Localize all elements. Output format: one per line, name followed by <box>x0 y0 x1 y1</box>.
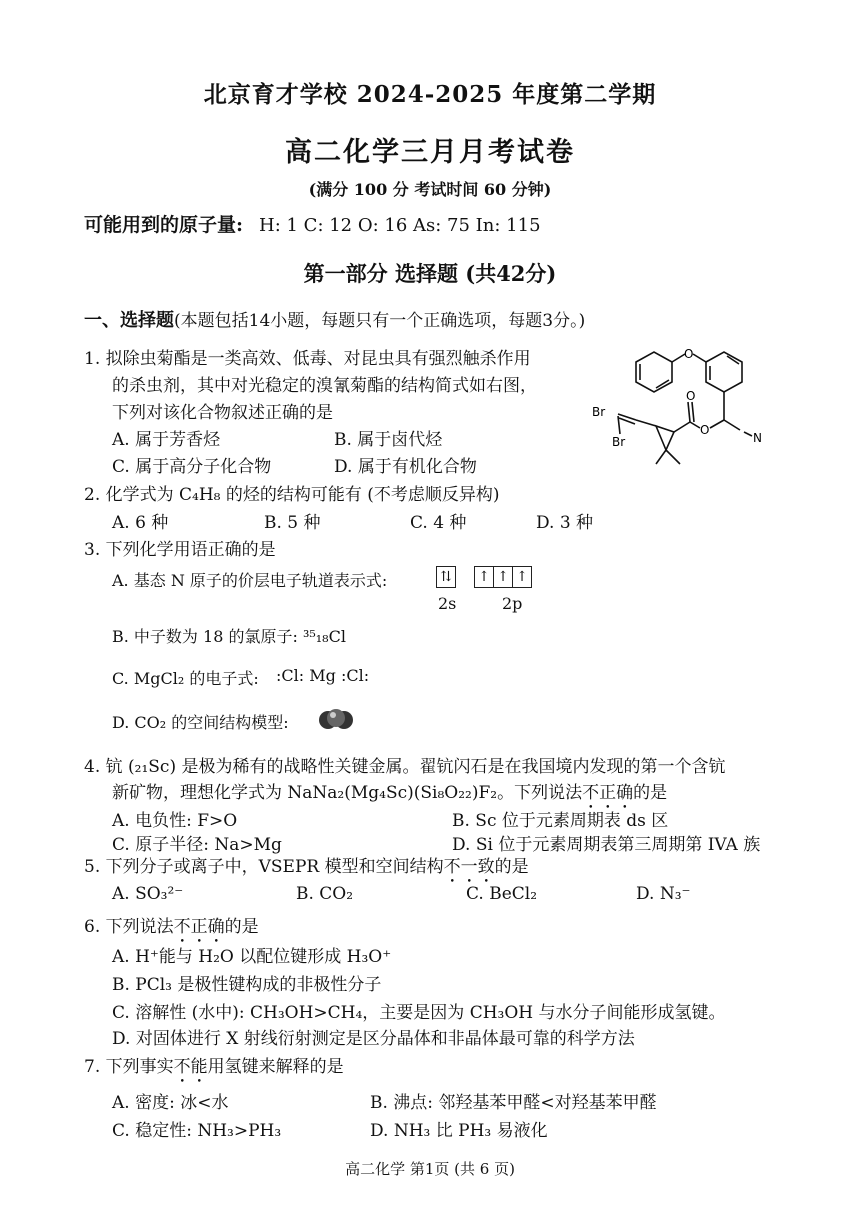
q4-not-emphasis: 不正确 <box>582 783 634 803</box>
orbital-2p-box-3: ↑ <box>513 566 532 588</box>
exam-title: 高二化学三月月考试卷 <box>285 137 575 168</box>
q2-option-a: A. 6 种 <box>112 513 169 533</box>
co2-space-filling-model <box>318 704 354 734</box>
q6-option-c: C. 溶解性 (水中): CH₃OH>CH₄，主要是因为 CH₃OH 与水分子间能形成氢键。 <box>112 1003 726 1023</box>
q1-option-c: C. 属于高分子化合物 <box>112 457 272 477</box>
section-label: 一、选择题 <box>84 310 174 331</box>
school-title: 北京育才学校 2024-2025 年度第二学期 <box>203 81 657 108</box>
q4-option-a: A. 电负性: F>O <box>112 811 238 831</box>
q4-line2-end: 的是 <box>633 783 668 803</box>
q7-stem-post: 用氢键来解释的是 <box>207 1057 344 1077</box>
deltamethrin-structure <box>588 340 778 475</box>
q5-option-c: C. BeCl₂ <box>466 884 538 904</box>
q2-stem: 2. 化学式为 C₄H₈ 的烃的结构可能有 (不考虑顺反异构) <box>84 485 500 505</box>
q1-line2: 的杀虫剂，其中对光稳定的溴氰菊酯的结构简式如右图， <box>112 376 537 396</box>
q5-option-a: A. SO₃²⁻ <box>112 884 184 904</box>
atomic-masses <box>84 210 541 237</box>
q5-stem <box>84 852 529 887</box>
q6-stem-post: 的是 <box>224 917 259 937</box>
q6-option-d: D. 对固体进行 X 射线衍射测定是区分晶体和非晶体最可靠的科学方法 <box>112 1029 635 1049</box>
orbital-2p-box-1: ↑ <box>474 566 494 588</box>
orbital-2s <box>436 566 456 588</box>
atomic-masses-label: 可能用到的原子量: <box>84 214 244 236</box>
q1-option-d: D. 属于有机化合物 <box>334 457 477 477</box>
q2-option-c: C. 4 种 <box>410 513 467 533</box>
mol-oxygen-ester: O <box>700 423 710 437</box>
orbital-2s-box: ⇅ <box>436 566 456 588</box>
orbital-2p-box-2: ↑ <box>494 566 513 588</box>
orbital-2p-label: 2p <box>502 594 523 613</box>
q7-option-b: B. 沸点: 邻羟基苯甲醛<对羟基苯甲醛 <box>370 1093 657 1113</box>
q6-not-emphasis: 不正确 <box>173 917 225 937</box>
q2-option-b: B. 5 种 <box>264 513 321 533</box>
q7-option-a: A. 密度: 冰<水 <box>112 1093 229 1113</box>
q1-line1: 1. 拟除虫菊酯是一类高效、低毒、对昆虫具有强烈触杀作用 <box>84 349 531 369</box>
q3-option-c: C. MgCl₂ 的电子式: <box>112 669 259 688</box>
part-one-title: 第一部分 选择题 (共42分) <box>303 261 557 286</box>
q3-option-d: D. CO₂ 的空间结构模型: <box>112 713 289 732</box>
q3-option-a: A. 基态 N 原子的价层电子轨道表示式: <box>112 571 388 590</box>
q5-option-d: D. N₃⁻ <box>636 884 691 904</box>
q7-option-d: D. NH₃ 比 PH₃ 易液化 <box>370 1121 548 1141</box>
mol-bromine-1: Br <box>592 405 606 419</box>
q1-option-b: B. 属于卤代烃 <box>334 430 443 450</box>
q5-stem-post: 的是 <box>494 857 529 877</box>
section-note: (本题包括14小题，每题只有一个正确选项，每题3分。) <box>174 311 586 331</box>
q2-option-d: D. 3 种 <box>536 513 594 533</box>
q4-line2-text: 新矿物，理想化学式为 NaNa₂(Mg₄Sc)(Si₈O₂₂)F₂。下列说法 <box>112 783 583 803</box>
mol-oxygen-ether: O <box>684 347 694 361</box>
q7-stem <box>84 1052 344 1087</box>
exam-subtitle: (满分 100 分 考试时间 60 分钟) <box>308 180 552 199</box>
q6-option-a: A. H⁺能与 H₂O 以配位键形成 H₃O⁺ <box>112 947 392 967</box>
section-heading <box>84 306 585 332</box>
q7-not-emphasis: 不能 <box>173 1057 208 1077</box>
atomic-masses-values: H: 1 C: 12 O: 16 As: 75 In: 115 <box>259 215 541 236</box>
q3-stem: 3. 下列化学用语正确的是 <box>84 540 276 560</box>
q3-option-b: B. 中子数为 18 的氯原子: ³⁵₁₈Cl <box>112 627 346 646</box>
q4-option-c: C. 原子半径: Na>Mg <box>112 835 282 855</box>
orbital-2p <box>474 566 532 588</box>
q1-option-a: A. 属于芳香烃 <box>112 430 221 450</box>
q4-option-b: B. Sc 位于元素周期表 ds 区 <box>452 811 669 831</box>
orbital-2s-label: 2s <box>438 594 457 613</box>
mol-bromine-2: Br <box>612 435 626 449</box>
q5-not-emphasis: 不一致 <box>443 857 495 877</box>
q6-option-b: B. PCl₃ 是极性键构成的非极性分子 <box>112 975 382 995</box>
page-footer: 高二化学 第1页 (共 6 页) <box>345 1160 515 1178</box>
q5-option-b: B. CO₂ <box>296 884 354 904</box>
q4-option-d: D. Si 位于元素周期表第三周期第 IVA 族 <box>452 835 761 855</box>
mol-oxygen-carbonyl: O <box>686 389 696 403</box>
q6-stem-pre: 6. 下列说法 <box>84 917 174 937</box>
q4-line1: 4. 钪 (₂₁Sc) 是极为稀有的战略性关键金属。翟钪闪石是在我国境内发现的第一个含钪 <box>84 757 726 777</box>
q1-line3: 下列对该化合物叙述正确的是 <box>112 403 333 423</box>
q7-stem-pre: 7. 下列事实 <box>84 1057 174 1077</box>
mgcl2-electron-formula: :Cl: Mg :Cl: <box>276 666 370 685</box>
mol-nitrogen: N <box>753 431 762 445</box>
q7-option-c: C. 稳定性: NH₃>PH₃ <box>112 1121 282 1141</box>
q5-stem-pre: 5. 下列分子或离子中，VSEPR 模型和空间结构 <box>84 857 444 877</box>
